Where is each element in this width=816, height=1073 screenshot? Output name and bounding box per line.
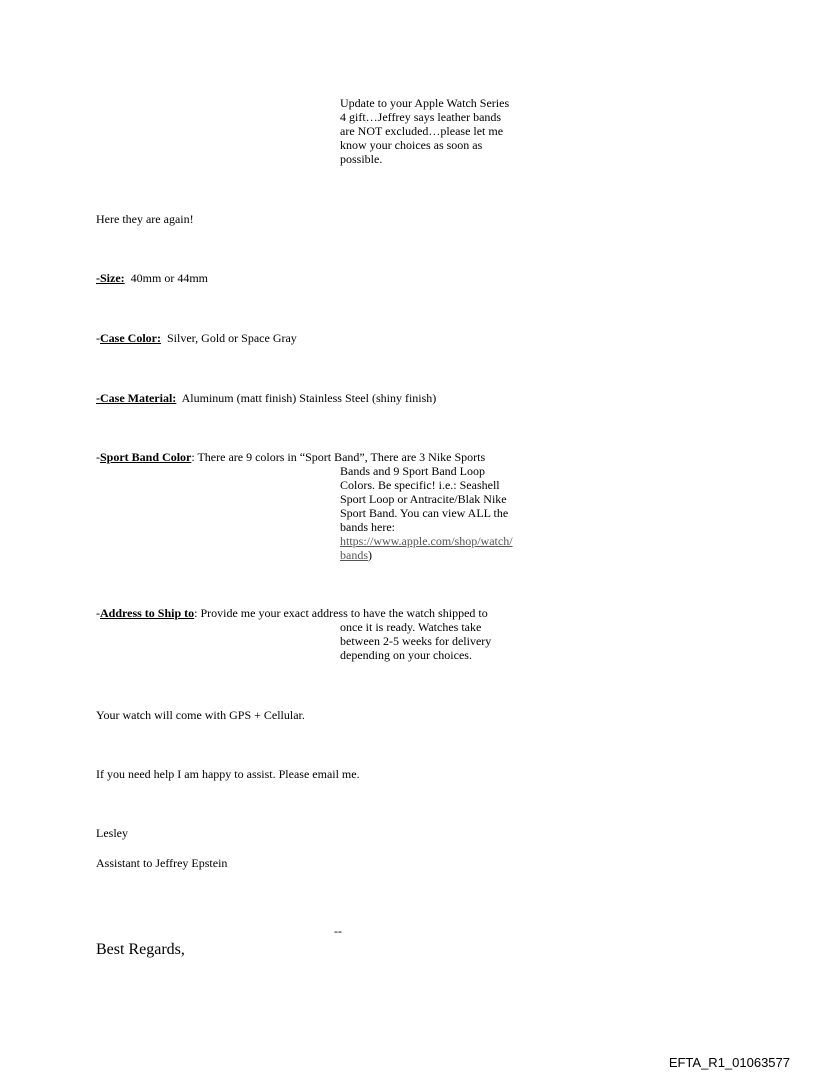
case-material-value: Aluminum (matt finish) Stainless Steel (shiny finish): [181, 391, 437, 405]
address-label: Address to Ship to: [100, 606, 195, 620]
help-text: If you need help I am happy to assist. Please email me.: [96, 767, 360, 781]
address-line: [96, 606, 488, 620]
sport-band-text: Bands and 9 Sport Band Loop Colors. Be specific! i.e.: Seashell Sport Loop or Antracite/Blak Nike Sport Band. You can view ALL the bands here:: [340, 464, 509, 534]
size-line: [96, 271, 208, 285]
signature-name: Lesley: [96, 826, 128, 840]
document-id-footer: EFTA_R1_01063577: [668, 1055, 790, 1070]
sport-band-continuation: [340, 464, 518, 562]
sport-band-line: [96, 450, 485, 464]
case-color-label: Case Color:: [100, 331, 161, 345]
sport-band-dash: -: [96, 450, 100, 464]
case-color-dash: -: [96, 331, 100, 345]
sport-band-first-line: : There are 9 colors in “Sport Band”, There are 3 Nike Sports: [191, 450, 486, 464]
bands-link[interactable]: https://www.apple.com/shop/watch/bands: [340, 534, 513, 562]
case-color-line: [96, 331, 297, 345]
sport-band-label: Sport Band Color: [100, 450, 192, 464]
sport-band-close-paren: ): [368, 548, 372, 562]
here-they-are-text: Here they are again!: [96, 212, 194, 226]
address-dash: -: [96, 606, 100, 620]
signature-separator: --: [334, 924, 342, 938]
case-material-label: -Case Material:: [96, 391, 177, 405]
intro-paragraph: Update to your Apple Watch Series 4 gift…Jeffrey says leather bands are NOT excluded…please let me know your choices as soon as possible.: [340, 96, 510, 166]
case-color-value: Silver, Gold or Space Gray: [166, 331, 297, 345]
address-first-line: : Provide me your exact address to have the watch shipped to: [194, 606, 488, 620]
size-value: 40mm or 44mm: [130, 271, 208, 285]
gps-text: Your watch will come with GPS + Cellular.: [96, 708, 305, 722]
size-label: -Size:: [96, 271, 125, 285]
case-material-line: [96, 391, 436, 405]
best-regards: Best Regards,: [96, 941, 185, 958]
address-continuation: once it is ready. Watches take between 2-5 weeks for delivery depending on your choices.: [340, 620, 492, 662]
signature-role: Assistant to Jeffrey Epstein: [96, 856, 228, 870]
